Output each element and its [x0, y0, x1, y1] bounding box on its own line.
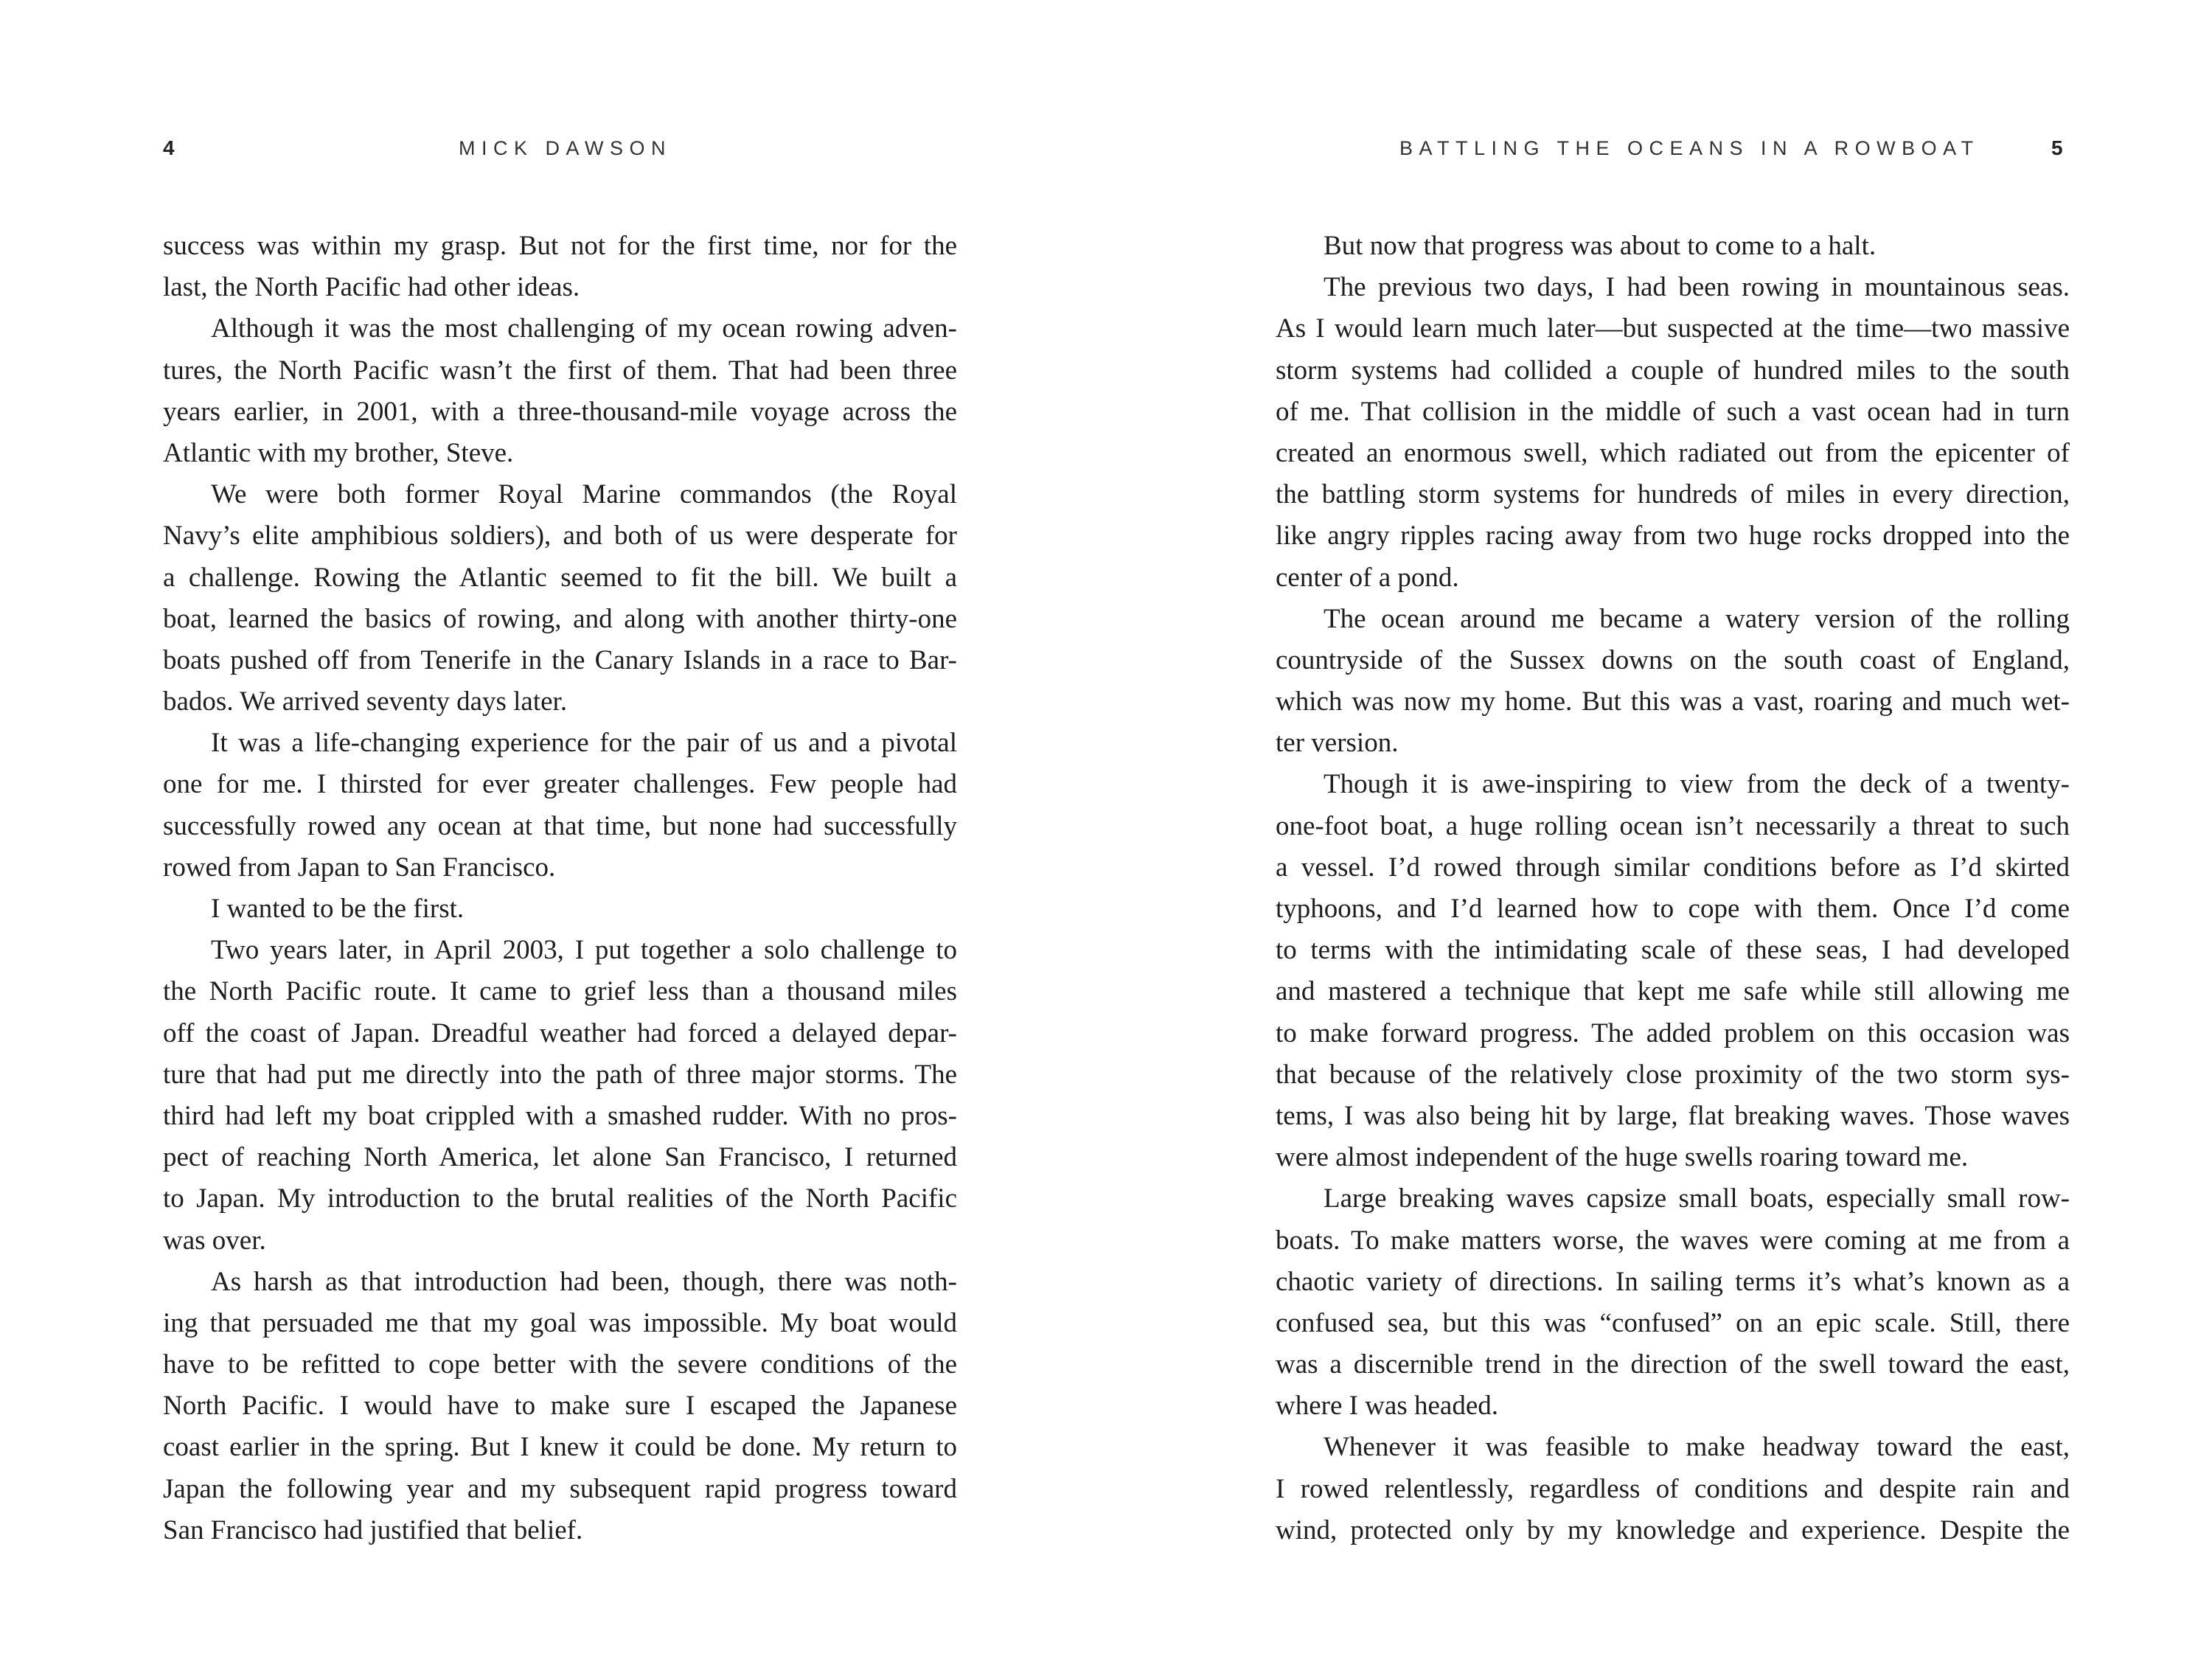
text-line: confused sea, but this was “confused” on an epic scale. Still, there — [1276, 1307, 2070, 1338]
text-line: ter version. — [1276, 728, 1399, 759]
text-line: It was a life-changing experience for the pair of us and a pivotal — [211, 728, 957, 759]
text-line: which was now my home. But this was a vast, roaring and much wet- — [1276, 686, 2070, 717]
text-line: boat, learned the basics of rowing, and along with another thirty-one — [163, 603, 957, 634]
text-line: As I would learn much later—but suspected at the time—two massive — [1276, 313, 2070, 344]
text-line: where I was headed. — [1276, 1391, 1499, 1422]
text-line: tures, the North Pacific wasn’t the first of them. That had been three — [163, 355, 957, 386]
text-line: were almost independent of the huge swells roaring toward me. — [1276, 1142, 1969, 1173]
text-line: off the coast of Japan. Dreadful weather had forced a delayed depar- — [163, 1018, 957, 1048]
text-line: As harsh as that introduction had been, though, there was noth- — [211, 1266, 957, 1297]
text-line: was over. — [163, 1225, 266, 1256]
text-line: The ocean around me became a watery version of the rolling — [1324, 603, 2070, 634]
text-line: tems, I was also being hit by large, flat breaking waves. Those waves — [1276, 1100, 2070, 1131]
text-line: to Japan. My introduction to the brutal realities of the North Pacific — [163, 1183, 957, 1214]
text-line: Japan the following year and my subsequent rapid progress toward — [163, 1473, 957, 1504]
text-line: Large breaking waves capsize small boats, especially small row- — [1324, 1183, 2070, 1214]
text-line: one for me. I thirsted for ever greater challenges. Few people had — [163, 769, 957, 800]
text-line: Atlantic with my brother, Steve. — [163, 437, 514, 468]
text-line: Though it is awe-inspiring to view from the deck of a twenty- — [1324, 769, 2070, 800]
text-line: We were both former Royal Marine commandos (the Royal — [211, 479, 957, 510]
text-line: coast earlier in the spring. But I knew it could be done. My return to — [163, 1432, 957, 1463]
text-line: third had left my boat crippled with a smashed rudder. With no pros- — [163, 1100, 957, 1131]
running-head-title: BATTLING THE OCEANS IN A ROWBOAT — [1399, 137, 1980, 159]
text-line: of me. That collision in the middle of such a vast ocean had in turn — [1276, 396, 2070, 427]
text-line: Whenever it was feasible to make headway toward the east, — [1324, 1432, 2070, 1463]
text-line: success was within my grasp. But not for the first time, nor for the — [163, 231, 957, 261]
body-text — [163, 226, 957, 1551]
text-line: one-foot boat, a huge rolling ocean isn’t necessarily a threat to such — [1276, 810, 2070, 841]
text-line: successfully rowed any ocean at that time, but none had successfully — [163, 810, 957, 841]
text-line: wind, protected only by my knowledge and experience. Despite the — [1276, 1514, 2070, 1545]
text-line: The previous two days, I had been rowing in mountainous seas. — [1324, 272, 2070, 303]
right-page — [1106, 0, 2212, 1659]
text-line: that because of the relatively close proximity of the two storm sys- — [1276, 1059, 2070, 1090]
text-line: created an enormous swell, which radiated out from the epicenter of — [1276, 437, 2070, 468]
text-line: countryside of the Sussex downs on the south coast of England, — [1276, 644, 2070, 675]
text-line: center of a pond. — [1276, 562, 1459, 593]
text-line: and mastered a technique that kept me safe while still allowing me — [1276, 976, 2070, 1007]
page-number: 5 — [2051, 136, 2063, 159]
text-line: I wanted to be the first. — [211, 894, 465, 924]
text-line: ing that persuaded me that my goal was impossible. My boat would — [163, 1307, 957, 1338]
text-line: typhoons, and I’d learned how to cope with them. Once I’d come — [1276, 894, 2070, 924]
text-line: Although it was the most challenging of my ocean rowing adven- — [211, 313, 957, 344]
text-line: the battling storm systems for hundreds of miles in every direction, — [1276, 479, 2070, 510]
text-line: ture that had put me directly into the path of three major storms. The — [163, 1059, 957, 1090]
text-line: San Francisco had justified that belief. — [163, 1514, 583, 1545]
text-line: pect of reaching North America, let alone San Francisco, I returned — [163, 1142, 957, 1173]
text-line: Navy’s elite amphibious soldiers), and both of us were desperate for — [163, 521, 957, 552]
page-number: 4 — [163, 136, 175, 159]
text-line: I rowed relentlessly, regardless of conditions and despite rain and — [1276, 1473, 2070, 1504]
text-line: But now that progress was about to come to a halt. — [1324, 231, 1877, 261]
text-line: bados. We arrived seventy days later. — [163, 686, 568, 717]
text-line: to terms with the intimidating scale of these seas, I had developed — [1276, 935, 2070, 966]
text-line: the North Pacific route. It came to grief less than a thousand miles — [163, 976, 957, 1007]
text-line: Two years later, in April 2003, I put together a solo challenge to — [211, 935, 957, 966]
text-line: have to be refitted to cope better with the severe conditions of the — [163, 1349, 957, 1380]
text-line: boats. To make matters worse, the waves were coming at me from a — [1276, 1225, 2070, 1256]
text-line: last, the North Pacific had other ideas. — [163, 272, 580, 303]
body-text — [1276, 226, 2070, 1551]
text-line: like angry ripples racing away from two huge rocks dropped into the — [1276, 521, 2070, 552]
text-line: a challenge. Rowing the Atlantic seemed to fit the bill. We built a — [163, 562, 957, 593]
text-line: storm systems had collided a couple of hundred miles to the south — [1276, 355, 2070, 386]
text-line: North Pacific. I would have to make sure I escaped the Japanese — [163, 1391, 957, 1422]
text-line: was a discernible trend in the direction of the swell toward the east, — [1276, 1349, 2070, 1380]
running-head-author: MICK DAWSON — [459, 137, 672, 159]
text-line: years earlier, in 2001, with a three-thousand-mile voyage across the — [163, 396, 957, 427]
text-line: to make forward progress. The added problem on this occasion was — [1276, 1018, 2070, 1048]
text-line: rowed from Japan to San Francisco. — [163, 852, 556, 883]
text-line: boats pushed off from Tenerife in the Canary Islands in a race to Bar- — [163, 644, 957, 675]
text-line: chaotic variety of directions. In sailing terms it’s what’s known as a — [1276, 1266, 2070, 1297]
text-line: a vessel. I’d rowed through similar conditions before as I’d skirted — [1276, 852, 2070, 883]
